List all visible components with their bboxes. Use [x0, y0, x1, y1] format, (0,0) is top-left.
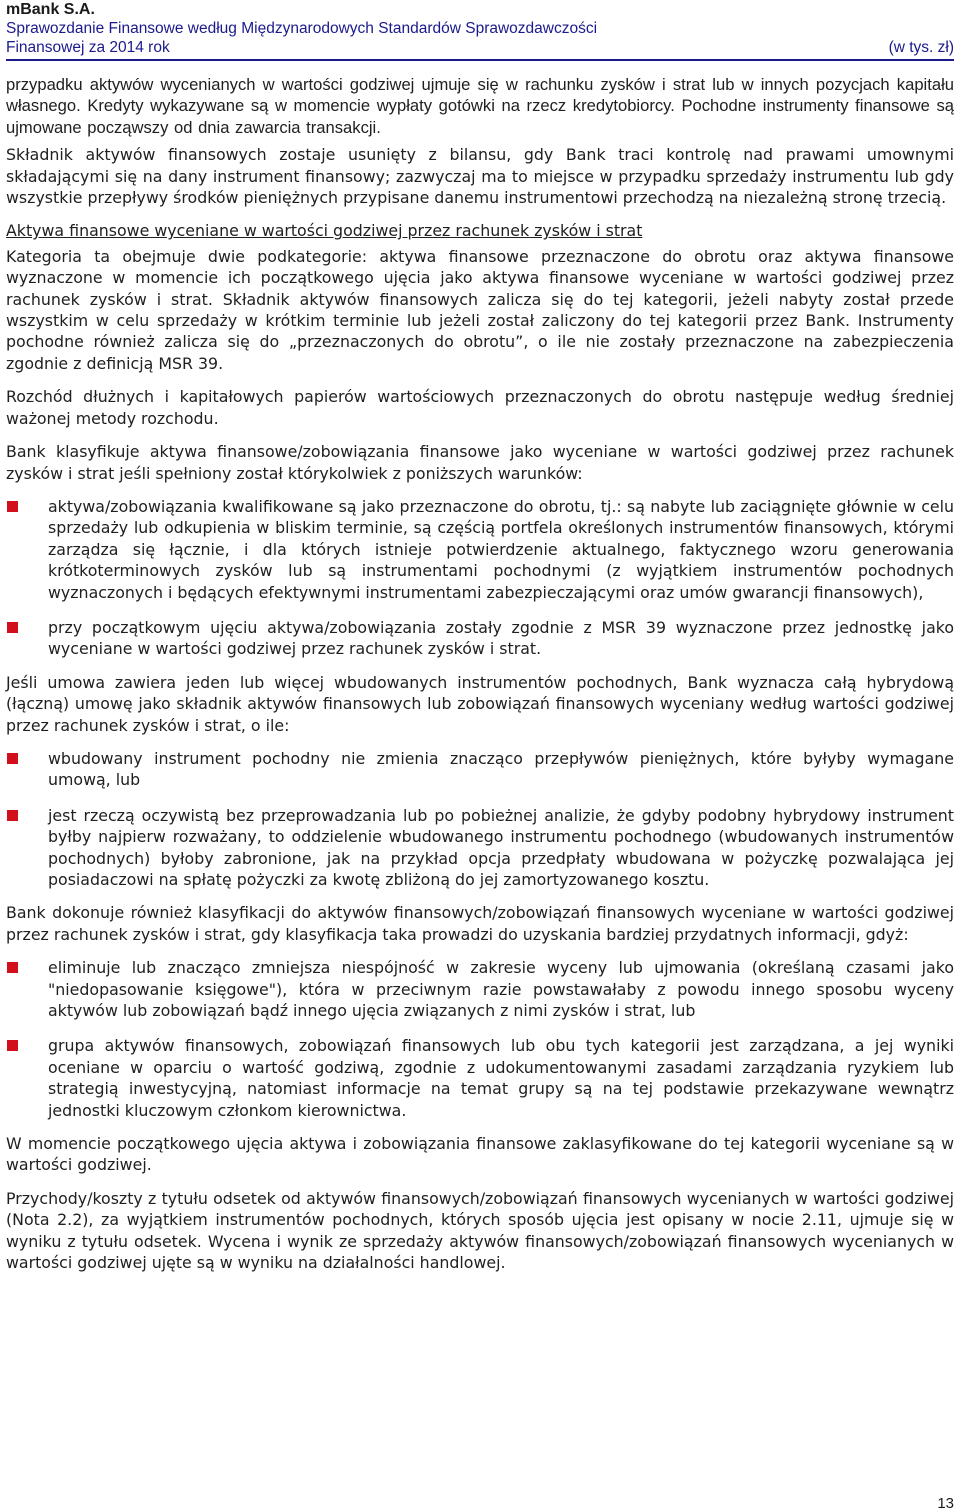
paragraph: Bank klasyfikuje aktywa finansowe/zobowiązania finansowe jako wyceniane w wartości godziwej przez rachunek zysków i strat jeśli spełniony został którykolwiek z poniższych warunków:: [6, 442, 954, 483]
bullet-list: [6, 957, 954, 1121]
period-row: [6, 38, 954, 57]
list-item-text: wbudowany instrument pochodny nie zmienia znacząco przepływów pieniężnych, które byłyby wymagane umową, lub: [48, 748, 954, 790]
report-period: Finansowej za 2014 rok: [6, 39, 170, 56]
list-item: [6, 805, 954, 891]
list-item: [6, 617, 954, 660]
paragraph: przypadku aktywów wycenianych w wartości godziwej ujmuje się w rachunku zysków i strat lub w innych pozycjach kapitału własnego. Kredyty wykazywane są w momencie wypłaty gotówki na rzecz kredytobiorcy. Pochodne instrumenty finansowe są ujmowane począwszy od dnia zawarcia transakcji.: [6, 75, 954, 137]
square-bullet-icon: [7, 622, 18, 633]
square-bullet-icon: [7, 501, 18, 512]
document-body: [6, 74, 954, 1286]
page-header: [6, 0, 954, 57]
list-item: [6, 957, 954, 1021]
paragraph: Składnik aktywów finansowych zostaje usunięty z bilansu, gdy Bank traci kontrolę nad prawami umownymi składającymi się na dany instrument finansowy; zazwyczaj ma to miejsce w przypadku sprzedaży instrumentu lub gdy wszystkie przepływy środków pieniężnych przypisane danemu instrumentowi przechodzą na niezależną stronę trzecią.: [6, 145, 954, 208]
square-bullet-icon: [7, 962, 18, 973]
paragraph: Rozchód dłużnych i kapitałowych papierów wartościowych przeznaczonych do obrotu następuje według średniej ważonej metody rozchodu.: [6, 387, 954, 428]
paragraph: Bank dokonuje również klasyfikacji do aktywów finansowych/zobowiązań finansowych wyceniane w wartości godziwej przez rachunek zysków i strat, gdy klasyfikacja taka prowadzi do uzyskania bardziej przydatnych informacji, gdyż:: [6, 903, 954, 944]
square-bullet-icon: [7, 753, 18, 764]
list-item-text: aktywa/zobowiązania kwalifikowane są jako przeznaczone do obrotu, tj.: są nabyte lub zaciągnięte głównie w celu sprzedaży lub odkupienia w bliskim terminie, są częścią portfela określonych instrumentów finansowych, którymi zarządza się łącznie, i dla których istnieje potwierdzenie aktualnego, faktycznego wzoru generowania krótkoterminowych zysków lub są instrumentami pochodnymi (z wyjątkiem instrumentów pochodnych wyznaczonych i będących efektywnymi instrumentami zabezpieczającymi oraz umów gwarancji finansowych),: [48, 496, 954, 602]
paragraph: Przychody/koszty z tytułu odsetek od aktywów finansowych/zobowiązań finansowych wycenianych w wartości godziwej (Nota 2.2), za wyjątkiem instrumentów pochodnych, których sposób ujęcia jest opisany w nocie 2.11, ujmuje się w wyniku z tytułu odsetek. Wycena i wynik ze sprzedaży aktywów finansowych/zobowiązań finansowych wycenianych w wartości godziwej ujęte są w wyniku na działalności handlowej.: [6, 1188, 954, 1273]
list-item-text: grupa aktywów finansowych, zobowiązań finansowych lub obu tych kategorii jest zarządzana, a jej wyniki oceniane w oparciu o wartość godziwą, zgodnie z udokumentowanymi zasadami zarządzania ryzykiem lub strategią inwestycyjną, natomiast informacje na temat grupy są na tej podstawie przekazywane wewnątrz jednostki kluczowym członkom kierownictwa.: [48, 1036, 954, 1120]
report-title: Sprawozdanie Finansowe według Międzynarodowych Standardów Sprawozdawczości: [6, 20, 598, 37]
company-name: mBank S.A.: [6, 1, 95, 18]
list-item-text: jest rzeczą oczywistą bez przeprowadzania lub po pobieżnej analizie, że gdyby podobny hybrydowy instrument byłby najpierw rozważany, to oddzielenie wbudowanego instrumentu pochodnego (wbudowanych instrumentów pochodnych) byłoby zabronione, jak na przykład opcja przedpłaty wbudowana w pożyczkę pozwalająca jej posiadaczowi na spłatę pożyczki za kwotę zbliżoną do jej zamortyzowanego kosztu.: [48, 805, 954, 889]
list-item-text: przy początkowym ujęciu aktywa/zobowiązania zostały zgodnie z MSR 39 wyznaczone przez jednostkę jako wyceniane w wartości godziwej przez rachunek zysków i strat.: [48, 617, 954, 659]
paragraph: Jeśli umowa zawiera jeden lub więcej wbudowanych instrumentów pochodnych, Bank wyznacza całą hybrydową (łączną) umowę jako składnik aktywów finansowych lub zobowiązań finansowych wyceniany według wartości godziwej przez rachunek zysków i strat, o ile:: [6, 672, 954, 735]
paragraph: W momencie początkowego ujęcia aktywa i zobowiązania finansowe zaklasyfikowane do tej kategorii wyceniane są w wartości godziwej.: [6, 1134, 954, 1175]
header-divider: [6, 59, 954, 61]
list-item-text: eliminuje lub znacząco zmniejsza niespójność w zakresie wyceny lub ujmowania (określaną czasami jako "niedopasowanie księgowe"), która w przeciwnym razie powstawałaby z powodu innego sposobu wyceny aktywów lub zobowiązań bądź innego ujęcia związanych z nimi zysków i strat, lub: [48, 958, 954, 1021]
paragraph: Kategoria ta obejmuje dwie podkategorie: aktywa finansowe przeznaczone do obrotu oraz aktywa finansowe wyznaczone w momencie ich początkowego ujęcia jako aktywa finansowe wyceniane w wartości godziwej przez rachunek zysków i strat. Składnik aktywów finansowych zalicza się do tej kategorii, jeżeli nabyty został przede wszystkim w celu sprzedaży w krótkim terminie lub jeżeli został zaliczony do tej kategorii przez Bank. Instrumenty pochodne również zalicza się do „przeznaczonych do obrotu”, o ile nie zostały przeznaczone na zabezpieczenia zgodnie z definicją MSR 39.: [6, 246, 954, 373]
bullet-list: [6, 748, 954, 890]
square-bullet-icon: [7, 1040, 18, 1051]
list-item: [6, 1035, 954, 1121]
section-heading: Aktywa finansowe wyceniane w wartości godziwej przez rachunek zysków i strat: [6, 221, 643, 241]
list-item: [6, 496, 954, 603]
page-number: 13: [937, 1495, 954, 1512]
currency-unit: (w tys. zł): [888, 39, 954, 56]
square-bullet-icon: [7, 810, 18, 821]
bullet-list: [6, 496, 954, 660]
list-item: [6, 748, 954, 791]
